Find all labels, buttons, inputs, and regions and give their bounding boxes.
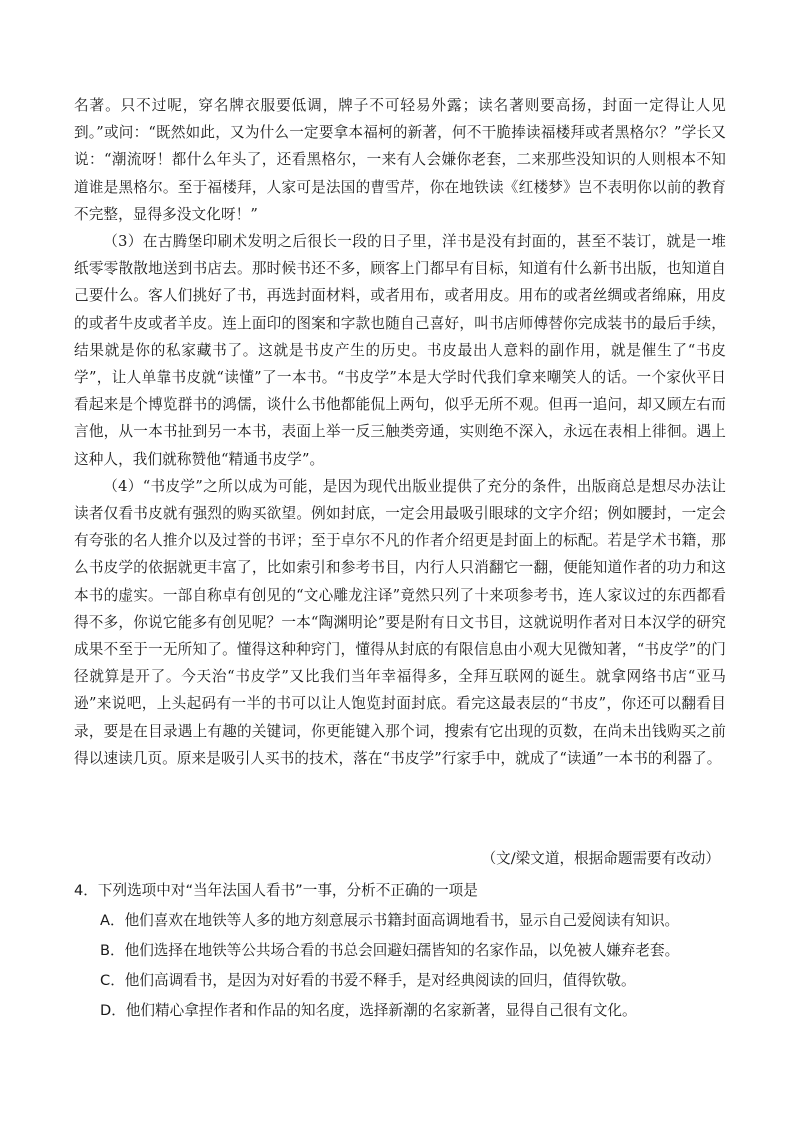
question-4: [74, 876, 734, 1026]
passage-paragraph-3: （3）在古腾堡印刷术发明之后很长一段的日子里，洋书是没有封面的，甚至不装订，就是一堆纸零零散散地送到书店去。那时候书还不多，顾客上门都早有目标，知道有什么新书出版，也知道自己要什么。客人们挑好了书，再选封面材料，或者用布，或者用皮。用布的或者丝绸或者绵麻，用皮的或者牛皮或者羊皮。连上面印的图案和字款也随自己喜好，叫书店师傅替你完成装书的最后手续，结果就是你的私家藏书了。这就是书皮产生的历史。书皮最出人意料的副作用，就是催生了“书皮学”，让人单靠书皮就“读懂”了一本书。“书皮学”本是大学时代我们拿来嘲笑人的话。一个家伙平日看起来是个博览群书的鸿儒，谈什么书他都能侃上两句，似乎无所不观。但再一追问，却又顾左右而言他，从一本书扯到另一本书，表面上举一反三触类旁通，实则绝不深入，永远在表相上徘徊。遇上这种人，我们就称赞他“精通书皮学”。: [74, 233, 726, 468]
option-c: C．他们高调看书，是因为对好看的书爱不释手，是对经典阅读的回归，值得钦敬。: [100, 972, 636, 989]
question-stem: 4．下列选项中对“当年法国人看书”一事，分析不正确的一项是: [74, 882, 478, 899]
option-b: B．他们选择在地铁等公共场合看的书总会回避妇孺皆知的名家作品，以免被人嫌弃老套。: [100, 942, 680, 959]
passage-source: （文/梁文道，根据命题需要有改动）: [481, 850, 720, 867]
option-a: A．他们喜欢在地铁等人多的地方刻意展示书籍封面高调地看书，显示自己爱阅读有知识。: [100, 912, 680, 929]
option-d: D．他们精心拿捏作者和作品的知名度，选择新潮的名家新著，显得自己很有文化。: [100, 1002, 637, 1019]
passage-paragraph-continued: 名著。只不过呢，穿名牌衣服要低调，牌子不可轻易外露；读名著则要高扬，封面一定得让人见到。”或问：“既然如此，又为什么一定要拿本福柯的新著，何不干脆捧读福楼拜或者黑格尔？”学长又说：“潮流呀！都什么年头了，还看黑格尔，一来有人会嫌你老套，二来那些没知识的人则根本不知道谁是黑格尔。至于福楼拜，人家可是法国的曹雪芹，你在地铁读《红楼梦》岂不表明你以前的教育不完整，显得多没文化呀！”: [74, 97, 726, 223]
reading-passage: [74, 92, 726, 772]
passage-paragraph-4: （4）“书皮学”之所以成为可能，是因为现代出版业提供了充分的条件，出版商总是想尽办法让读者仅看书皮就有强烈的购买欲望。例如封底，一定会用最吸引眼球的文字介绍；例如腰封，一定会有夸张的名人推介以及过誉的书评；至于卓尔不凡的作者介绍更是封面上的标配。若是学术书籍，那么书皮学的依据就更丰富了，比如索引和参考书目，内行人只消翻它一翻，便能知道作者的功力和这本书的虚实。一部自称卓有创见的“文心雕龙注译”竟然只列了十来项参考书，连人家议过的东西都看得不多，你说它能多有创见呢？一本“陶渊明论”要是附有日文书目，这就说明作者对日本汉学的研究成果不至于一无所知了。懂得这种种窍门，懂得从封底的有限信息由小观大见微知著，“书皮学”的门径就算是开了。今天治“书皮学”又比我们当年幸福得多，全拜互联网的诞生。就拿网络书店“亚马逊”来说吧，上头起码有一半的书可以让人饱览封面封底。看完这最表层的“书皮”，你还可以翻看目录，要是在目录遇上有趣的关键词，你更能键入那个词，搜索有它出现的页数，在尚未出钱购买之前得以速读几页。原来是吸引人买书的技术，落在“书皮学”行家手中，就成了“读通”一本书的利器了。: [74, 477, 726, 767]
